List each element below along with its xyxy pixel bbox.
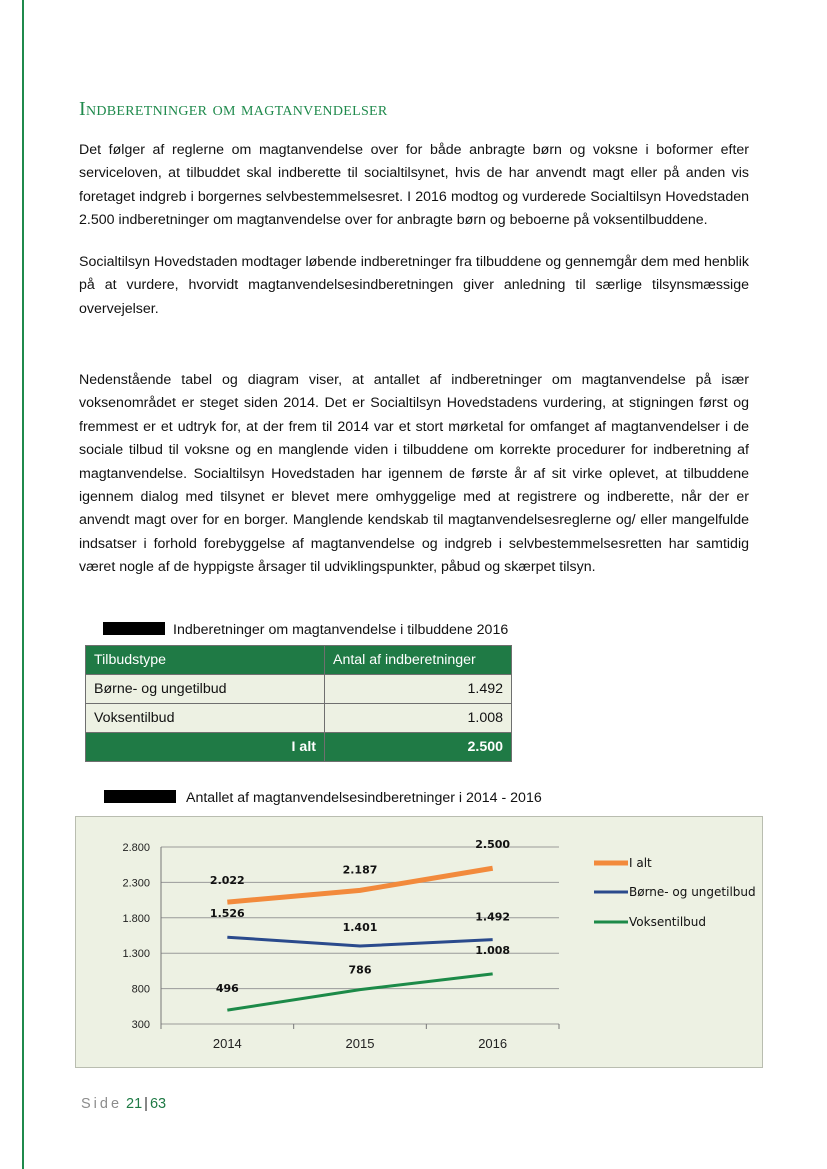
page-footer	[81, 1096, 166, 1112]
table-total-row	[86, 733, 512, 762]
series-line-3	[227, 974, 492, 1010]
data-table	[85, 645, 512, 762]
data-label: 1.526	[209, 907, 245, 921]
paragraph-3: Nedenstående tabel og diagram viser, at antallet af indberetninger om magtanvendelse på især voksenområdet er steget siden 2014. Det er Socialtilsyn Hovedstadens vurdering, at stigningen først og fremmest er et udtryk for, at der frem til 2014 var et stort mørketal for omfanget af magtanvendelser i de sociale tilbud til voksne og en manglende viden i tilbuddene om korrekte procedurer for indberetning af magtanvendelse. Socialtilsyn Hovedstaden har igennem de første år af sit virke oplevet, at tilbuddene igennem dialog med tilsynet er blevet mere omhyggelige med at registrere og indberette, når der er anvendt magt over for en borger. Manglende kendskab til magtanvendelsesreglerne og/ eller mangelfulde indsatser i forhold forebyggelse af magtanvendelse og indgreb i selvbestemmelsesretten har samtidig været nogle af de hyppigste årsager til udviklingspunkter, påbud og skærpet tilsyn.	[79, 372, 749, 576]
table-cell: Børne- og ungetilbud	[86, 675, 325, 704]
chart-caption-text: Antallet af magtanvendelsesindberetninger i 2014 - 2016	[186, 790, 542, 806]
table-row	[86, 704, 512, 733]
series-line-2	[227, 937, 492, 946]
table-header-row	[86, 646, 512, 675]
redaction-box	[103, 622, 165, 635]
table-cell: 1.492	[325, 675, 512, 704]
legend-label: Voksentilbud	[629, 915, 707, 929]
legend-label: Børne- og ungetilbud	[629, 885, 756, 899]
table-total-label: I alt	[86, 733, 325, 762]
x-tick-label: 2014	[212, 1036, 242, 1051]
chart-caption	[104, 790, 542, 806]
data-label: 786	[348, 963, 372, 977]
table-cell: Voksentilbud	[86, 704, 325, 733]
table-row	[86, 675, 512, 704]
page-separator: |	[144, 1096, 148, 1112]
data-label: 1.492	[475, 910, 511, 924]
data-label: 1.401	[342, 921, 378, 935]
y-tick-label: 800	[131, 983, 150, 996]
x-tick-label: 2015	[345, 1036, 375, 1051]
data-label: 2.187	[342, 863, 378, 877]
line-chart	[75, 816, 763, 1068]
y-tick-label: 300	[131, 1019, 150, 1031]
legend-label: I alt	[629, 856, 652, 870]
x-tick-label: 2016	[478, 1036, 508, 1051]
y-tick-label: 1.300	[122, 948, 150, 961]
table-header-cell: Tilbudstype	[86, 646, 325, 675]
total-pages: 63	[149, 1096, 167, 1112]
table-total-value: 2.500	[325, 733, 512, 762]
table-caption	[103, 622, 508, 638]
page-word: Side	[81, 1096, 123, 1112]
y-tick-label: 1.800	[122, 912, 150, 925]
data-label: 496	[215, 982, 239, 996]
page-left-rule	[22, 0, 24, 1169]
data-label: 2.022	[209, 874, 245, 888]
y-tick-label: 2.300	[122, 877, 150, 890]
page-number: 21	[126, 1096, 143, 1112]
line-chart-svg	[76, 817, 762, 1067]
section-heading: Indberetninger om magtanvendelser	[79, 98, 388, 120]
paragraph-1: Det følger af reglerne om magtanvendelse over for både anbragte børn og voksne i boformer efter serviceloven, at tilbuddet skal indberette til socialtilsynet, hvis de har anvendt magt eller på anden vis foretaget indgreb i borgernes selvbestemmelsesret. I 2016 modtog og vurderede Socialtilsyn Hovedstaden 2.500 indberetninger om magtanvendelse over for anbragte børn og beboerne på voksentilbuddene.	[79, 142, 749, 229]
data-label: 2.500	[475, 838, 511, 852]
table-header-cell: Antal af indberetninger	[325, 646, 512, 675]
paragraph-2: Socialtilsyn Hovedstaden modtager løbende indberetninger fra tilbuddene og gennemgår dem med henblik på at vurdere, hvorvidt magtanvendelsesindberetningen giver anledning til særlige tilsynsmæssige overvejelser.	[79, 254, 749, 317]
data-label: 1.008	[475, 943, 511, 957]
redaction-box	[104, 790, 176, 803]
table-cell: 1.008	[325, 704, 512, 733]
table-caption-text: Indberetninger om magtanvendelse i tilbuddene 2016	[173, 622, 509, 638]
y-tick-label: 2.800	[122, 842, 150, 854]
